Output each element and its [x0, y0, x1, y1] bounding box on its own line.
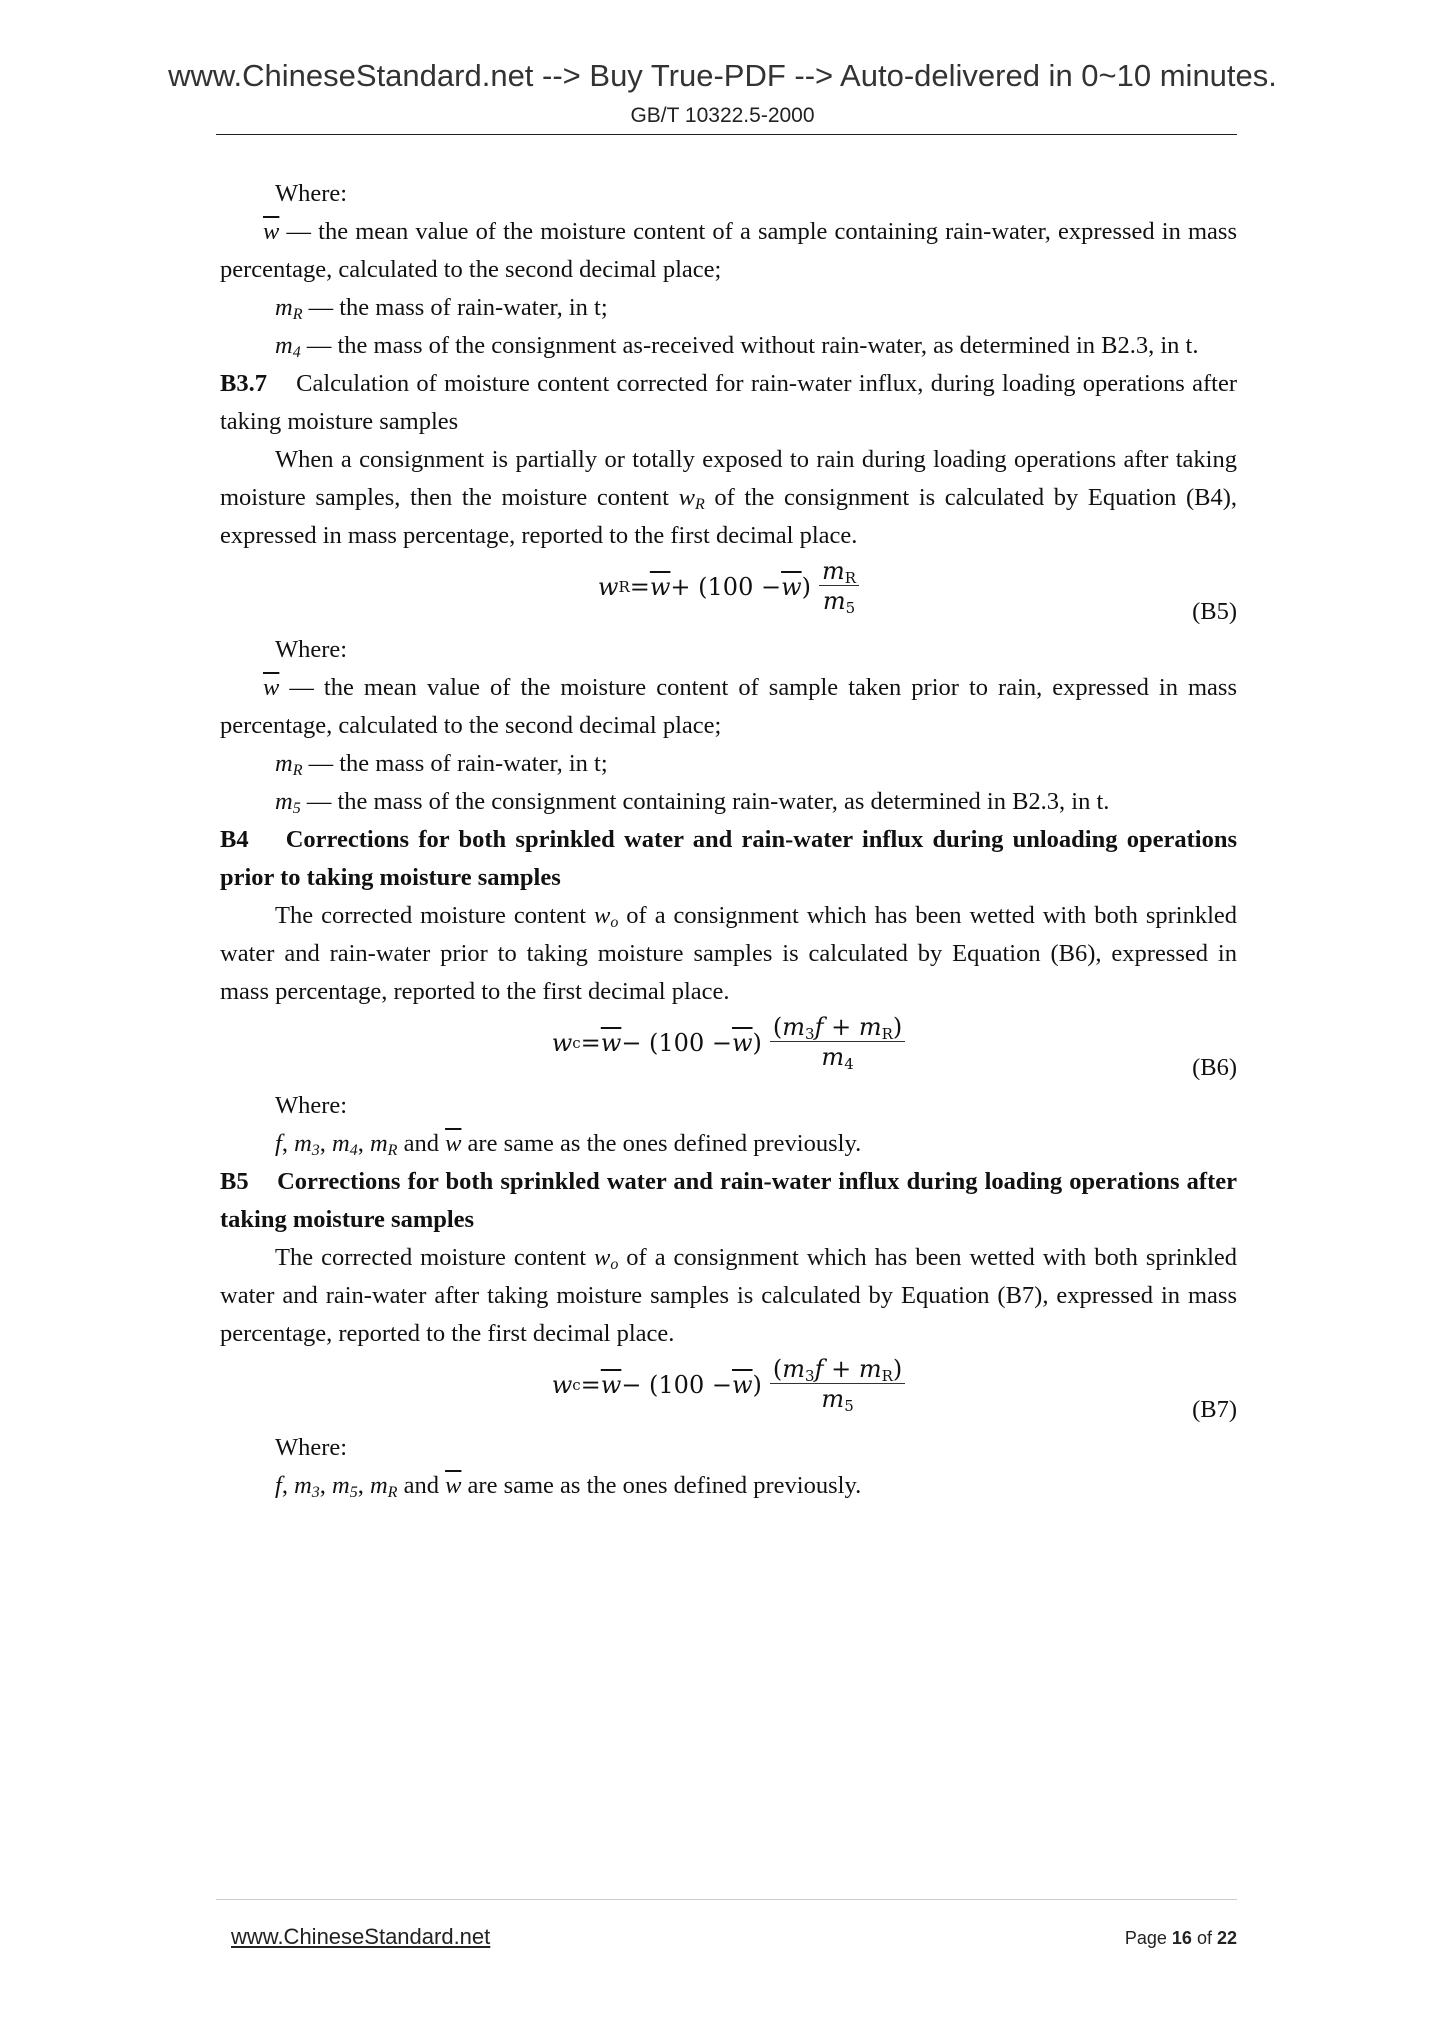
- text-run: w: [597, 572, 619, 601]
- text-run: 4: [844, 1055, 854, 1073]
- text-run: m: [332, 1130, 350, 1157]
- text-run: R: [694, 496, 705, 513]
- text-run: Where:: [275, 1434, 348, 1461]
- paragraph: [220, 631, 1237, 669]
- fraction: [819, 557, 859, 616]
- mean-symbol: $\overline{w}$: [600, 1028, 622, 1057]
- numerator: [819, 557, 859, 586]
- text-run: f: [814, 1013, 824, 1041]
- text-run: o: [610, 914, 619, 931]
- text-run: R: [292, 306, 303, 323]
- text-run: 4: [349, 1142, 358, 1159]
- text-run: — the mass of the consignment containing rain-water, as determined in B2.3, in t.: [300, 788, 1110, 815]
- text-run: — the mass of rain-water, in t;: [302, 294, 608, 321]
- equation: [220, 1353, 1237, 1429]
- text-run: − (100 −: [621, 1028, 732, 1057]
- paragraph: [220, 669, 1237, 745]
- text-run: 3: [805, 1025, 815, 1043]
- paragraph: [220, 365, 1237, 441]
- paragraph: [220, 327, 1237, 365]
- text-run: w: [593, 1244, 611, 1271]
- mean-symbol: $\overline{w}$: [445, 1472, 462, 1499]
- text-run: o: [610, 1256, 619, 1273]
- text-run: R: [387, 1142, 398, 1159]
- mean-symbol: $\overline{w}$: [263, 218, 280, 245]
- text-run: =: [629, 572, 650, 601]
- text-run: +: [823, 1013, 859, 1041]
- text-run: m: [275, 788, 293, 815]
- text-run: w: [551, 1028, 573, 1057]
- equation-expression: w c = $\overline{w}$ − (100 − $\overline{w}$ ) $\frac{(m3f + mR)}{m4}$: [220, 1013, 1237, 1072]
- text-run: — the mean value of the moisture content of sample taken prior to rain, expressed in mass percentage, calculated to the second decimal place;: [220, 674, 1237, 739]
- text-run: m: [294, 1472, 312, 1499]
- text-run: 5: [292, 800, 301, 817]
- text-run: m: [821, 1385, 845, 1413]
- text-run: f: [814, 1355, 824, 1383]
- text-run: — the mass of the consignment as-received without rain-water, as determined in B2.3, in t.: [300, 332, 1199, 359]
- page-of: of: [1191, 1928, 1217, 1948]
- text-run: +: [823, 1355, 859, 1383]
- mean-symbol: $\overline{w}$: [731, 1028, 753, 1057]
- text-run: ): [892, 1355, 903, 1383]
- mean-symbol: $\overline{w}$: [263, 674, 280, 701]
- standard-number: GB/T 10322.5-2000: [630, 104, 815, 127]
- paragraph: [220, 1467, 1237, 1505]
- text-run: 5: [844, 1397, 854, 1415]
- text-run: Calculation of moisture content corrected for rain-water influx, during loading operations after taking moisture samples: [220, 370, 1237, 435]
- text-run: w: [678, 484, 695, 511]
- text-run: =: [580, 1028, 601, 1057]
- paragraph: [220, 1163, 1237, 1239]
- text-run: are same as the ones defined previously.: [461, 1472, 862, 1499]
- numerator: [770, 1013, 905, 1042]
- text-run: Where:: [275, 636, 348, 663]
- text-run: The corrected moisture content: [275, 1244, 594, 1271]
- text-run: 5: [845, 599, 856, 617]
- document-body: [220, 175, 1237, 1505]
- text-run: B3.7: [220, 370, 267, 397]
- text-run: R: [881, 1367, 893, 1385]
- text-run: 4: [292, 344, 301, 361]
- text-run: m: [369, 1130, 388, 1157]
- text-run: m: [294, 1130, 312, 1157]
- equation-label: (B5): [1192, 598, 1237, 625]
- equation-expression: w R = $\overline{w}$ + (100 − $\overline{w}$ ) $\frac{mR}{m5}$: [220, 557, 1237, 616]
- text-run: m: [275, 332, 293, 359]
- paragraph: [220, 783, 1237, 821]
- footer-link[interactable]: www.ChineseStandard.net: [231, 1924, 491, 1949]
- text-run: Where:: [275, 180, 348, 207]
- text-run: R: [881, 1025, 893, 1043]
- header-divider: [216, 134, 1237, 135]
- text-run: ): [752, 1370, 762, 1399]
- paragraph: [220, 175, 1237, 213]
- text-run: B5 Corrections for both sprinkled water and rain-water influx during loading operations after taking moisture samples: [220, 1168, 1237, 1233]
- text-run: m: [275, 750, 293, 777]
- equation-label: (B6): [1192, 1054, 1237, 1081]
- paragraph: [220, 745, 1237, 783]
- text-run: (: [772, 1013, 783, 1041]
- text-run: Where:: [275, 1092, 348, 1119]
- mean-symbol: $\overline{w}$: [445, 1130, 462, 1157]
- paragraph: [220, 1087, 1237, 1125]
- text-run: R: [292, 762, 303, 779]
- text-run: m: [332, 1472, 350, 1499]
- text-run: f: [275, 1130, 282, 1157]
- paragraph: [220, 1429, 1237, 1467]
- text-run: + (100 −: [670, 572, 782, 601]
- paragraph: [220, 289, 1237, 327]
- text-run: ,: [357, 1130, 370, 1157]
- fraction: [770, 1013, 905, 1072]
- text-run: m: [369, 1472, 388, 1499]
- text-run: When a consignment is partially or totally exposed to rain during loading operations after taking moisture samples, then the moisture content: [220, 446, 1237, 511]
- text-run: of a consignment which has been wetted with both sprinkled water and rain-water prior to taking moisture samples is calculated by Equation (B6), expressed in mass percentage, reported to the first decimal place.: [220, 902, 1237, 1005]
- text-run: m: [822, 557, 845, 585]
- text-run: m: [275, 294, 293, 321]
- text-run: and: [397, 1130, 446, 1157]
- paragraph: [220, 1239, 1237, 1353]
- text-run: ): [752, 1028, 762, 1057]
- text-run: 3: [805, 1367, 815, 1385]
- page-total: 22: [1216, 1928, 1237, 1948]
- text-run: m: [858, 1013, 882, 1041]
- paragraph: [220, 821, 1237, 897]
- text-run: are same as the ones defined previously.: [461, 1130, 862, 1157]
- mean-symbol: $\overline{w}$: [731, 1370, 753, 1399]
- text-run: =: [580, 1370, 601, 1399]
- text-run: and: [397, 1472, 446, 1499]
- paragraph: [220, 441, 1237, 555]
- text-run: The corrected moisture content: [275, 902, 594, 929]
- equation: [220, 1011, 1237, 1087]
- text-run: m: [782, 1013, 806, 1041]
- mean-symbol: $\overline{w}$: [781, 572, 802, 601]
- fraction: [770, 1355, 905, 1414]
- page-number: 16: [1171, 1928, 1192, 1948]
- numerator: [770, 1355, 905, 1384]
- text-run: ): [892, 1013, 903, 1041]
- text-run: B4 Corrections for both sprinkled water and rain-water influx during unloading operations prior to taking moisture samples: [220, 826, 1237, 891]
- denominator: [823, 586, 855, 616]
- text-run: − (100 −: [621, 1370, 732, 1399]
- text-run: of the consignment is calculated by Equation (B4), expressed in mass percentage, reported to the first decimal place.: [220, 484, 1237, 549]
- text-run: R: [387, 1484, 398, 1501]
- denominator: [821, 1042, 853, 1072]
- mean-symbol: $\overline{w}$: [649, 572, 671, 601]
- text-run: of a consignment which has been wetted with both sprinkled water and rain-water after taking moisture samples is calculated by Equation (B7), expressed in mass percentage, reported to the first decimal place.: [220, 1244, 1237, 1347]
- text-run: m: [782, 1355, 806, 1383]
- footer-divider: [216, 1899, 1237, 1900]
- text-run: ,: [319, 1130, 333, 1157]
- page-indicator: [1125, 1928, 1237, 1949]
- text-run: — the mean value of the moisture content of a sample containing rain-water, expressed in mass percentage, calculated to the second decimal place;: [220, 218, 1237, 283]
- text-run: f: [275, 1472, 282, 1499]
- paragraph: [220, 1125, 1237, 1163]
- paragraph: [220, 897, 1237, 1011]
- text-run: (: [772, 1355, 783, 1383]
- text-run: — the mass of rain-water, in t;: [302, 750, 608, 777]
- text-run: ,: [281, 1130, 295, 1157]
- equation-label: (B7): [1192, 1396, 1237, 1423]
- text-run: R: [844, 569, 857, 587]
- page-prefix: Page: [1124, 1928, 1172, 1948]
- text-run: 5: [349, 1484, 358, 1501]
- text-run: ,: [281, 1472, 295, 1499]
- text-run: 3: [311, 1142, 320, 1159]
- text-run: ,: [319, 1472, 333, 1499]
- text-run: ): [801, 572, 811, 601]
- text-run: ,: [357, 1472, 370, 1499]
- mean-symbol: $\overline{w}$: [600, 1370, 622, 1399]
- text-run: m: [821, 1043, 845, 1071]
- text-run: w: [593, 902, 611, 929]
- paragraph: [220, 213, 1237, 289]
- header-banner: www.ChineseStandard.net --> Buy True-PDF --> Auto-delivered in 0~10 minutes.: [168, 58, 1277, 93]
- text-run: 3: [311, 1484, 320, 1501]
- equation-expression: w c = $\overline{w}$ − (100 − $\overline{w}$ ) $\frac{(m3f + mR)}{m5}$: [220, 1355, 1237, 1414]
- equation: [220, 555, 1237, 631]
- denominator: [821, 1384, 853, 1414]
- text-run: m: [822, 587, 846, 615]
- text-run: m: [858, 1355, 882, 1383]
- text-run: w: [551, 1370, 573, 1399]
